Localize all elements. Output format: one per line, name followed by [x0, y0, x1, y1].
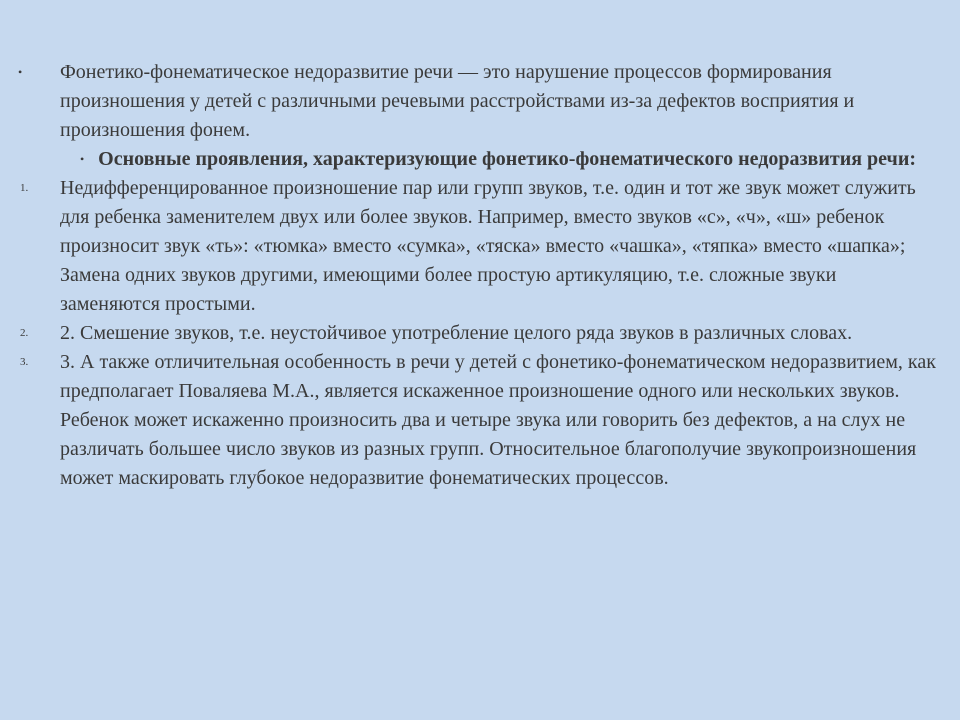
intro-paragraph	[16, 58, 936, 145]
list-item-text: Недифференцированное произношение пар или групп звуков, т.е. один и тот же звук может служить для ребенка заменителем двух или более звуков. Например, вместо звуков «с», «ч», «ш» ребенок произносит звук «ть»: «тюмка» вместо «сумка», «тяска» вместо «чашка», «тяпка» вместо «шапка»; Замена одних звуков другими, имеющими более простую артикуляцию, т.е. сложные звуки заменяются простыми.	[60, 177, 916, 315]
section-heading	[16, 145, 936, 174]
section-heading-text: Основные проявления, характеризующие фонетико-фонематического недоразвития речи:	[98, 148, 917, 170]
intro-text: Фонетико-фонематическое недоразвитие речи — это нарушение процессов формирования произношения у детей с различными речевыми расстройствами из-за дефектов восприятия и произношения фонем.	[60, 61, 855, 141]
list-number: 1.	[20, 182, 29, 194]
list-number: 2.	[20, 327, 29, 339]
list-item-text: 3. А также отличительная особенность в речи у детей с фонетико-фонематическом недоразвитием, как предполагает Поваляева М.А., является искаженное произношение одного или нескольких звуков. Ребенок может искаженно произносить два и четыре звука или говорить без дефектов, а на слух не различать большее число звуков из разных групп. Относительное благополучие звукопроизношения может маскировать глубокое недоразвитие фонематических процессов.	[60, 351, 936, 489]
list-item-2	[16, 319, 936, 348]
list-number: 3.	[20, 356, 29, 368]
list-item-1	[16, 174, 936, 319]
bullet-icon: •	[18, 65, 23, 79]
list-item-text: 2. Смешение звуков, т.е. неустойчивое употребление целого ряда звуков в различных словах.	[60, 322, 853, 344]
bullet-icon: •	[79, 152, 85, 166]
list-item-3	[16, 348, 936, 493]
